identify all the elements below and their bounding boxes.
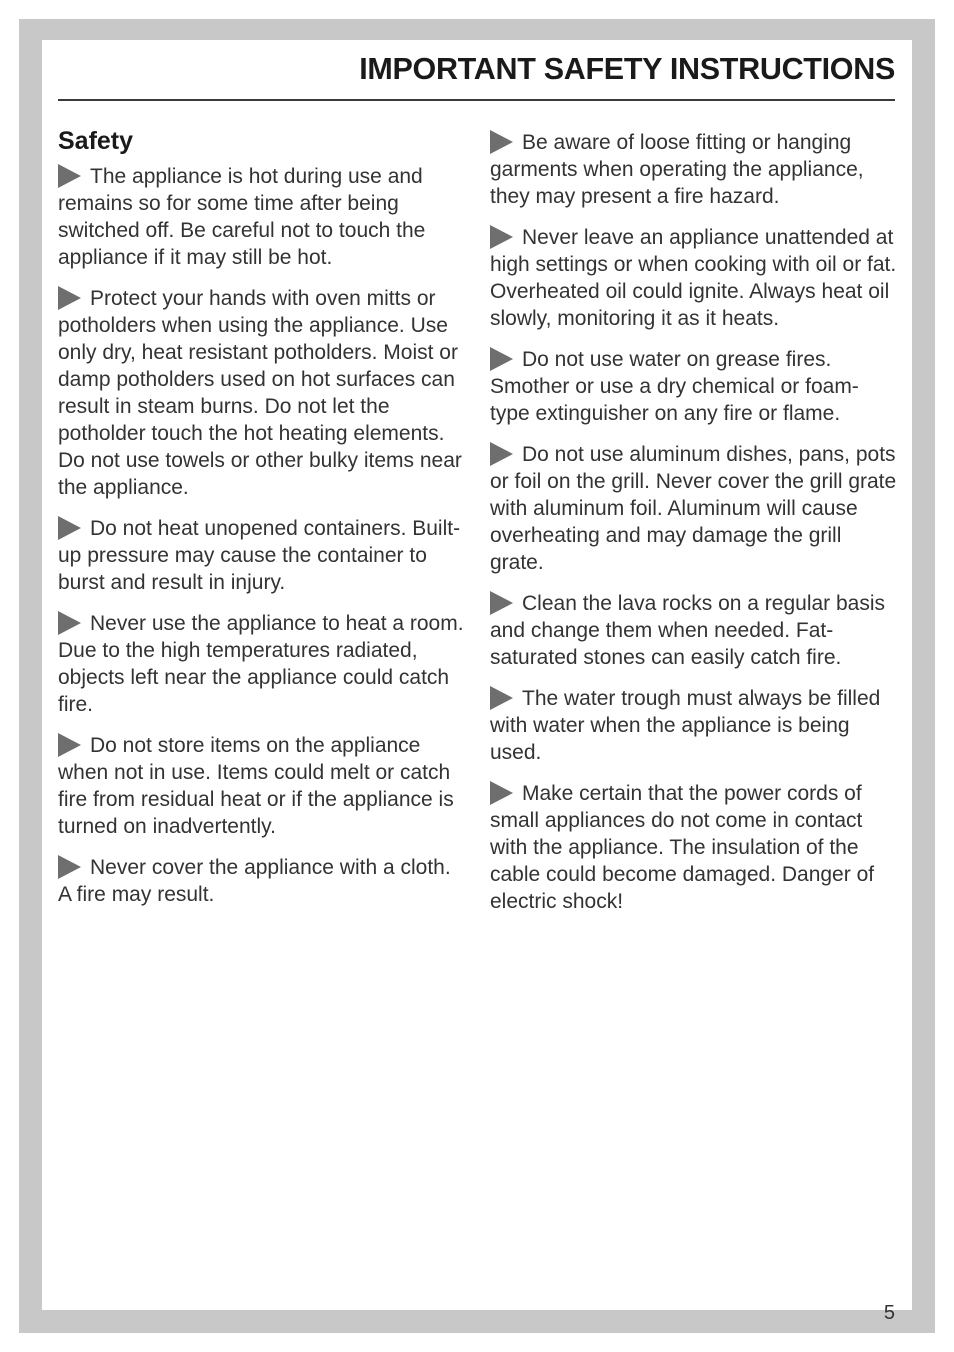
safety-item-text: The appliance is hot during use and remains so for some time after being switched off. Be careful not to touch the appliance if it may still be hot. (58, 165, 426, 269)
safety-item (58, 285, 466, 501)
safety-item-text: Make certain that the power cords of small appliances do not come in contact with the appliance. The insulation of the cable could become damaged. Danger of electric shock! (490, 782, 875, 913)
safety-item (490, 685, 898, 766)
triangle-right-icon (58, 286, 81, 310)
triangle-right-icon (490, 442, 513, 466)
triangle-right-icon (490, 130, 513, 154)
safety-item-text: Do not store items on the appliance when not in use. Items could melt or catch fire from residual heat or if the appliance is turned on inadvertently. (58, 734, 454, 838)
safety-item-text: Do not use water on grease fires. Smother or use a dry chemical or foam-type extinguisher on any fire or flame. (490, 348, 859, 425)
safety-item-text: Do not heat unopened containers. Built-up pressure may cause the container to burst and result in injury. (58, 517, 461, 594)
safety-item-text: Clean the lava rocks on a regular basis and change them when needed. Fat-saturated stones can easily catch fire. (490, 592, 886, 669)
triangle-right-icon (490, 686, 513, 710)
section-heading: Safety (58, 127, 134, 155)
safety-item (490, 224, 898, 332)
triangle-right-icon (58, 516, 81, 540)
safety-item-text: Never use the appliance to heat a room. Due to the high temperatures radiated, objects left near the appliance could catch fire. (58, 612, 464, 716)
triangle-right-icon (58, 164, 81, 188)
safety-item (490, 346, 898, 427)
safety-item (58, 163, 466, 271)
right-column (490, 124, 898, 929)
safety-item (490, 780, 898, 915)
safety-item-text: Do not use aluminum dishes, pans, pots or foil on the grill. Never cover the grill grate with aluminum foil. Aluminum will cause overheating and may damage the grill grate. (490, 443, 897, 574)
triangle-right-icon (490, 781, 513, 805)
triangle-right-icon (58, 733, 81, 757)
page-number: 5 (883, 1302, 895, 1324)
safety-item (58, 854, 466, 908)
safety-item (58, 515, 466, 596)
safety-item-text: Never cover the appliance with a cloth. A fire may result. (58, 856, 451, 906)
triangle-right-icon (490, 347, 513, 371)
triangle-right-icon (490, 225, 513, 249)
header-divider (58, 99, 895, 101)
safety-item (58, 732, 466, 840)
safety-item (58, 610, 466, 718)
safety-item (490, 129, 898, 210)
page-title: IMPORTANT SAFETY INSTRUCTIONS (359, 52, 895, 86)
safety-item-text: Protect your hands with oven mitts or potholders when using the appliance. Use only dry, heat resistant potholders. Moist or damp potholders used on hot surfaces can result in steam burns. Do not let the potholder touch the hot heating elements. Do not use towels or other bulky items near the appliance. (58, 287, 462, 499)
triangle-right-icon (490, 591, 513, 615)
triangle-right-icon (58, 611, 81, 635)
safety-item (490, 441, 898, 576)
safety-item (490, 590, 898, 671)
safety-item-text: The water trough must always be filled with water when the appliance is being used. (490, 687, 881, 764)
safety-item-text: Be aware of loose fitting or hanging garments when operating the appliance, they may present a fire hazard. (490, 131, 864, 208)
safety-item-text: Never leave an appliance unattended at high settings or when cooking with oil or fat. Overheated oil could ignite. Always heat oil slowly, monitoring it as it heats. (490, 226, 897, 330)
triangle-right-icon (58, 855, 81, 879)
left-column (58, 124, 466, 922)
